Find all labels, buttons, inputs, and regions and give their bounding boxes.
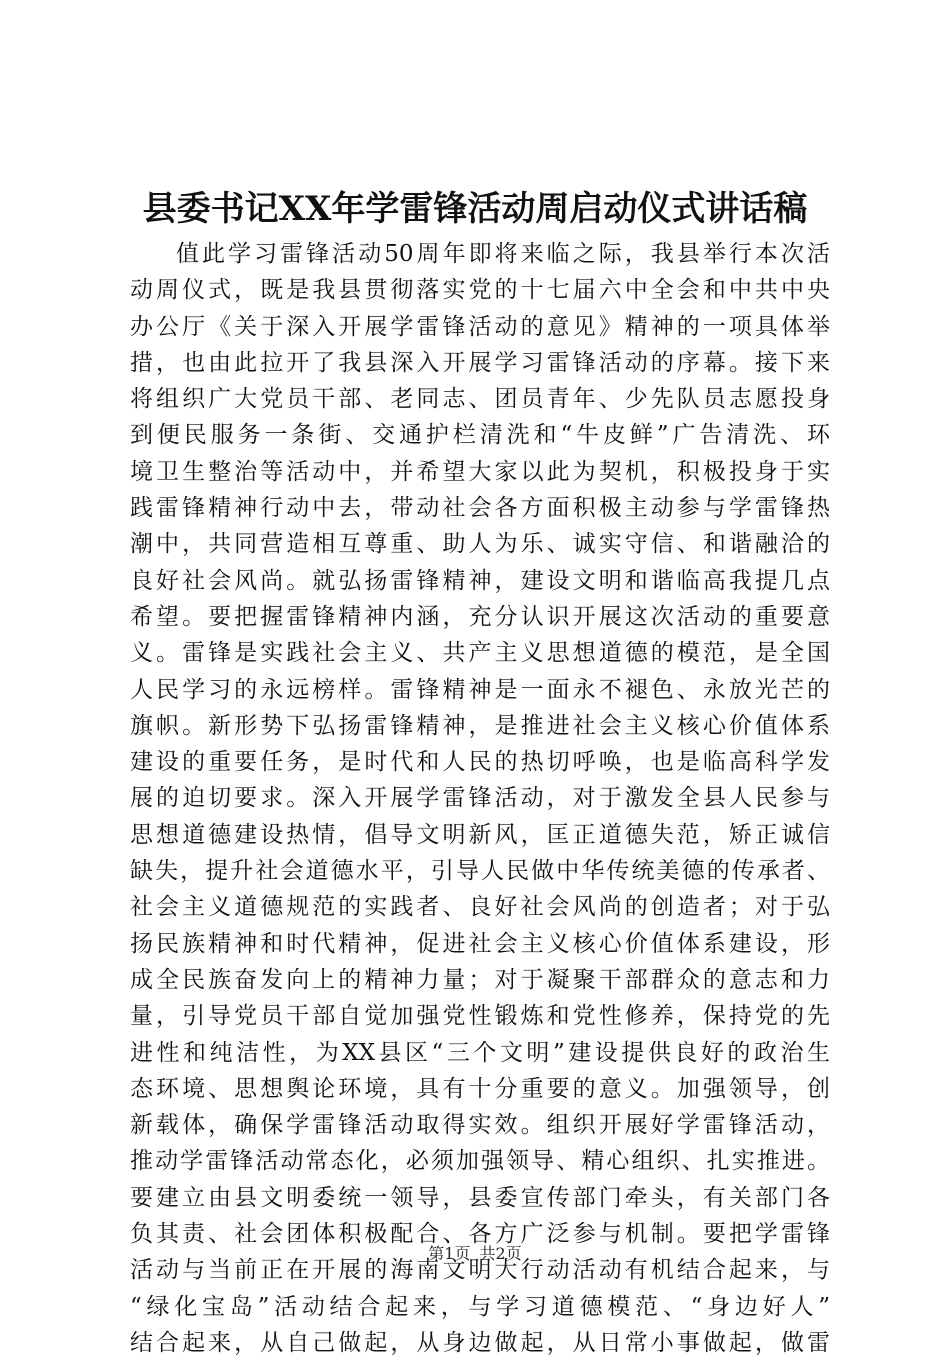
body-line: 希望。要把握雷锋精神内涵，充分认识开展这次活动的重要意 [130,603,830,630]
body-line: 社会主义道德规范的实践者、良好社会风尚的创造者；对于弘 [130,894,830,921]
body-line: 措，也由此拉开了我县深入开展学习雷锋活动的序幕。接下来 [130,349,830,376]
body-line: 活动与当前正在开展的海南文明大行动活动有机结合起来，与 [130,1257,830,1284]
body-line: 办公厅《关于深入开展学雷锋活动的意见》精神的一项具体举 [130,313,830,340]
body-line: 扬民族精神和时代精神，促进社会主义核心价值体系建设，形 [130,930,830,957]
document-title: 县委书记XX年学雷锋活动周启动仪式讲话稿 [142,189,808,229]
body-line: 负其责、社会团体积极配合、各方广泛参与机制。要把学雷锋 [130,1221,830,1248]
page-footer [0,1242,950,1266]
body-line: 义。雷锋是实践社会主义、共产主义思想道德的模范，是全国 [130,640,830,667]
body-line: 践雷锋精神行动中去，带动社会各方面积极主动参与学雷锋热 [130,495,830,522]
body-line: 思想道德建设热情，倡导文明新风，匡正道德失范，矫正诚信 [130,821,830,848]
body-line: 值此学习雷锋活动50周年即将来临之际，我县举行本次活 [176,241,830,267]
body-line: 境卫生整治等活动中，并希望大家以此为契机，积极投身于实 [130,458,830,485]
page-number: 第1页 [428,1244,471,1263]
body-line: 人民学习的永远榜样。雷锋精神是一面永不褪色、永放光芒的 [130,676,830,703]
body-line: 量，引导党员干部自觉加强党性锻炼和党性修养，保持党的先 [130,1003,830,1030]
body-line: 旗帜。新形势下弘扬雷锋精神，是推进社会主义核心价值体系 [130,712,830,739]
body-line: 新载体，确保学雷锋活动取得实效。组织开展好学雷锋活动， [130,1112,830,1139]
body-line: 进性和纯洁性，为XX县区“三个文明”建设提供良好的政治生 [130,1039,830,1066]
body-line: 态环境、思想舆论环境，具有十分重要的意义。加强领导，创 [130,1075,830,1102]
body-line: 动周仪式，既是我县贯彻落实党的十七届六中全会和中共中央 [130,277,830,304]
body-line: 将组织广大党员干部、老同志、团员青年、少先队员志愿投身 [130,386,830,413]
body-line: 良好社会风尚。就弘扬雷锋精神，建设文明和谐临高我提几点 [130,567,830,594]
page-total: 共2页 [479,1244,522,1263]
body-line: 成全民族奋发向上的精神力量；对于凝聚干部群众的意志和力 [130,966,830,993]
body-line: 展的迫切要求。深入开展学雷锋活动，对于激发全县人民参与 [130,785,830,812]
body-line: 结合起来，从自己做起，从身边做起，从日常小事做起，做雷 [130,1329,830,1356]
body-line: 要建立由县文明委统一领导，县委宣传部门牵头，有关部门各 [130,1184,830,1211]
document-body [130,236,830,1361]
body-line: “绿化宝岛”活动结合起来，与学习道德模范、“身边好人” [130,1293,830,1320]
body-line: 到便民服务一条街、交通护栏清洗和“牛皮鲜”广告清洗、环 [130,422,830,449]
body-line: 推动学雷锋活动常态化，必须加强领导、精心组织、扎实推进。 [130,1148,830,1175]
body-line: 潮中，共同营造相互尊重、助人为乐、诚实守信、和谐融洽的 [130,531,830,558]
body-line: 缺失，提升社会道德水平，引导人民做中华传统美德的传承者、 [130,858,830,885]
body-line: 建设的重要任务，是时代和人民的热切呼唤，也是临高科学发 [130,749,830,776]
